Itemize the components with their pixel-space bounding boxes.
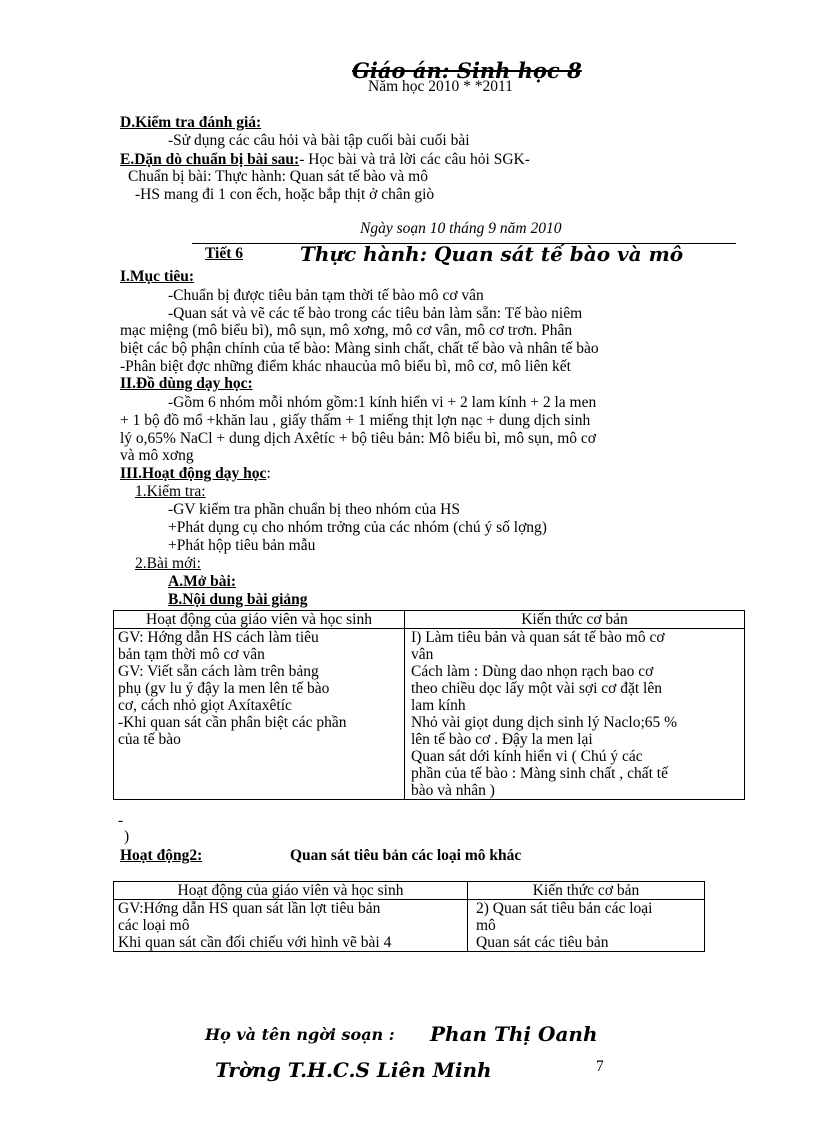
objective-line: -Phân biệt đợc những điểm khác nhaucủa mô biểu bì, mô cơ, mô liên kết: [120, 358, 571, 375]
content-title: B.Nội dung bài giảng: [168, 591, 308, 608]
section-e-title-rest: - Học bài và trả lời các câu hỏi SGK-: [299, 151, 530, 168]
check-line: +Phát dụng cụ cho nhóm trởng của các nhóm (chú ý số lợng): [168, 519, 547, 536]
table-header-row: [114, 882, 705, 900]
cell-line: 2) Quan sát tiêu bản các loại: [476, 900, 653, 917]
knowledge-cell: [405, 629, 745, 800]
cell-line: Cách làm : Dùng dao nhọn rạch bao cơ: [411, 663, 654, 680]
cell-line: theo chiều dọc lấy một vài sợi cơ đặt lên: [411, 680, 662, 697]
objective-line: -Chuẩn bị được tiêu bản tạm thời tế bào mô cơ vân: [168, 287, 484, 304]
materials-title: II.Đồ dùng dạy học:: [120, 375, 253, 392]
cell-line: GV: Hớng dẫn HS cách làm tiêu: [118, 629, 319, 646]
table-header-row: [114, 611, 745, 629]
cell-line: GV: Viết sẵn cách làm trên bảng: [118, 663, 319, 680]
author-label: Họ và tên ngời soạn :: [205, 1025, 395, 1044]
table-header-cell: Kiến thức cơ bản: [468, 882, 705, 900]
cell-line: I) Làm tiêu bản và quan sát tế bào mô cơ: [411, 629, 665, 646]
intro-title: A.Mở bài:: [168, 573, 236, 590]
table-header-cell: Kiến thức cơ bản: [405, 611, 745, 629]
materials-line: và mô xơng: [120, 447, 194, 464]
table-row: [114, 900, 705, 952]
lesson-number: Tiết 6: [205, 245, 244, 262]
objectives-title: I.Mục tiêu:: [120, 268, 195, 285]
cell-line: vân: [411, 646, 434, 663]
activity-table-1: [113, 610, 745, 800]
section-d-line: -Sử dụng các câu hỏi và bài tập cuối bài cuối bài: [168, 132, 470, 149]
table-header-cell: Hoạt động của giáo viên và học sinh: [114, 611, 405, 629]
teacher-activity-cell: [114, 900, 468, 952]
cell-line: bào và nhân ): [411, 782, 495, 799]
materials-line: lý o,65% NaCl + dung dịch Axêtíc + bộ tiêu bản: Mô biểu bì, mô sụn, mô cơ: [120, 430, 596, 447]
objective-line: mạc miệng (mô biểu bì), mô sụn, mô xơng, mô cơ vân, mô cơ trơn. Phân: [120, 322, 573, 339]
teacher-activity-cell: [114, 629, 405, 800]
table-header-cell: Hoạt động của giáo viên và học sinh: [114, 882, 468, 900]
objective-line: -Quan sát và vẽ các tế bào trong các tiêu bản làm sẵn: Tế bào niêm: [168, 305, 583, 322]
objective-line: biệt các bộ phận chính của tế bào: Màng sinh chất, chất tế bào và nhân tế bào: [120, 340, 599, 357]
activities-heading: [120, 465, 271, 482]
section-e-heading: [120, 151, 530, 168]
cell-line: Quan sát dới kính hiển vi ( Chú ý các: [411, 748, 643, 765]
cell-line: -Khi quan sát cần phân biệt các phần: [118, 714, 347, 731]
page-number: 7: [596, 1058, 604, 1075]
school-name: Trờng T.H.C.S Liên Minh: [215, 1058, 492, 1082]
new-lesson-title: 2.Bài mới:: [135, 555, 201, 572]
lesson-title: Thực hành: Quan sát tế bào và mô: [300, 242, 684, 266]
document-title: Giáo án: Sinh học 8: [352, 58, 582, 83]
section-d-title: D.Kiểm tra đánh giá:: [120, 114, 262, 131]
cell-line: các loại mô: [118, 917, 190, 934]
check-line: +Phát hộp tiêu bản mẫu: [168, 537, 316, 554]
cell-line: Khi quan sát cần đối chiếu với hình vẽ bài 4: [118, 934, 392, 951]
cell-line: Nhỏ vài giọt dung dịch sinh lý Naclo;65 %: [411, 714, 678, 731]
stray-paren: ): [124, 828, 130, 845]
knowledge-cell: [468, 900, 705, 952]
section-e-line-2: -HS mang đi 1 con ếch, hoặc bắp thịt ở chân giò: [135, 186, 435, 203]
section-e-title: E.Dặn dò chuẩn bị bài sau:: [120, 151, 300, 168]
cell-line: bản tạm thời mô cơ vân: [118, 646, 265, 663]
cell-line: GV:Hớng dẫn HS quan sát lần lợt tiêu bản: [118, 900, 381, 917]
cell-line: phần của tế bào : Màng sinh chất , chất tế: [411, 765, 668, 782]
check-title: 1.Kiểm tra:: [135, 483, 206, 500]
cell-line: của tế bào: [118, 731, 181, 748]
activity-2-title: Quan sát tiêu bản các loại mô khác: [290, 847, 522, 864]
activity-table-2: [113, 881, 705, 952]
cell-line: cơ, cách nhỏ giọt Axítaxêtíc: [118, 697, 292, 714]
cell-line: mô: [476, 917, 496, 934]
materials-line: + 1 bộ đồ mổ +khăn lau , giấy thấm + 1 miếng thịt lợn nạc + dung dịch sinh: [120, 412, 591, 429]
table-row: [114, 629, 745, 800]
cell-line: phụ (gv lu ý đậy la men lên tế bào: [118, 680, 330, 697]
cell-line: Quan sát các tiêu bản: [476, 934, 609, 951]
activity-2-label: Hoạt động2:: [120, 847, 203, 864]
materials-line: -Gồm 6 nhóm mỗi nhóm gồm:1 kính hiển vi + 2 lam kính + 2 la men: [168, 394, 597, 411]
date-line: Ngày soạn 10 tháng 9 năm 2010: [360, 220, 562, 237]
check-line: -GV kiểm tra phần chuẩn bị theo nhóm của HS: [168, 501, 460, 518]
stray-dash: -: [118, 812, 124, 829]
author-name: Phan Thị Oanh: [430, 1022, 598, 1046]
cell-line: lên tế bào cơ . Đậy la men lại: [411, 731, 593, 748]
school-year: Năm học 2010 * *2011: [368, 78, 513, 95]
activities-title-colon: :: [266, 465, 271, 482]
cell-line: lam kính: [411, 697, 466, 714]
activities-title: III.Hoạt động dạy học: [120, 465, 267, 482]
section-e-line-1: Chuẩn bị bài: Thực hành: Quan sát tế bào và mô: [128, 168, 428, 185]
